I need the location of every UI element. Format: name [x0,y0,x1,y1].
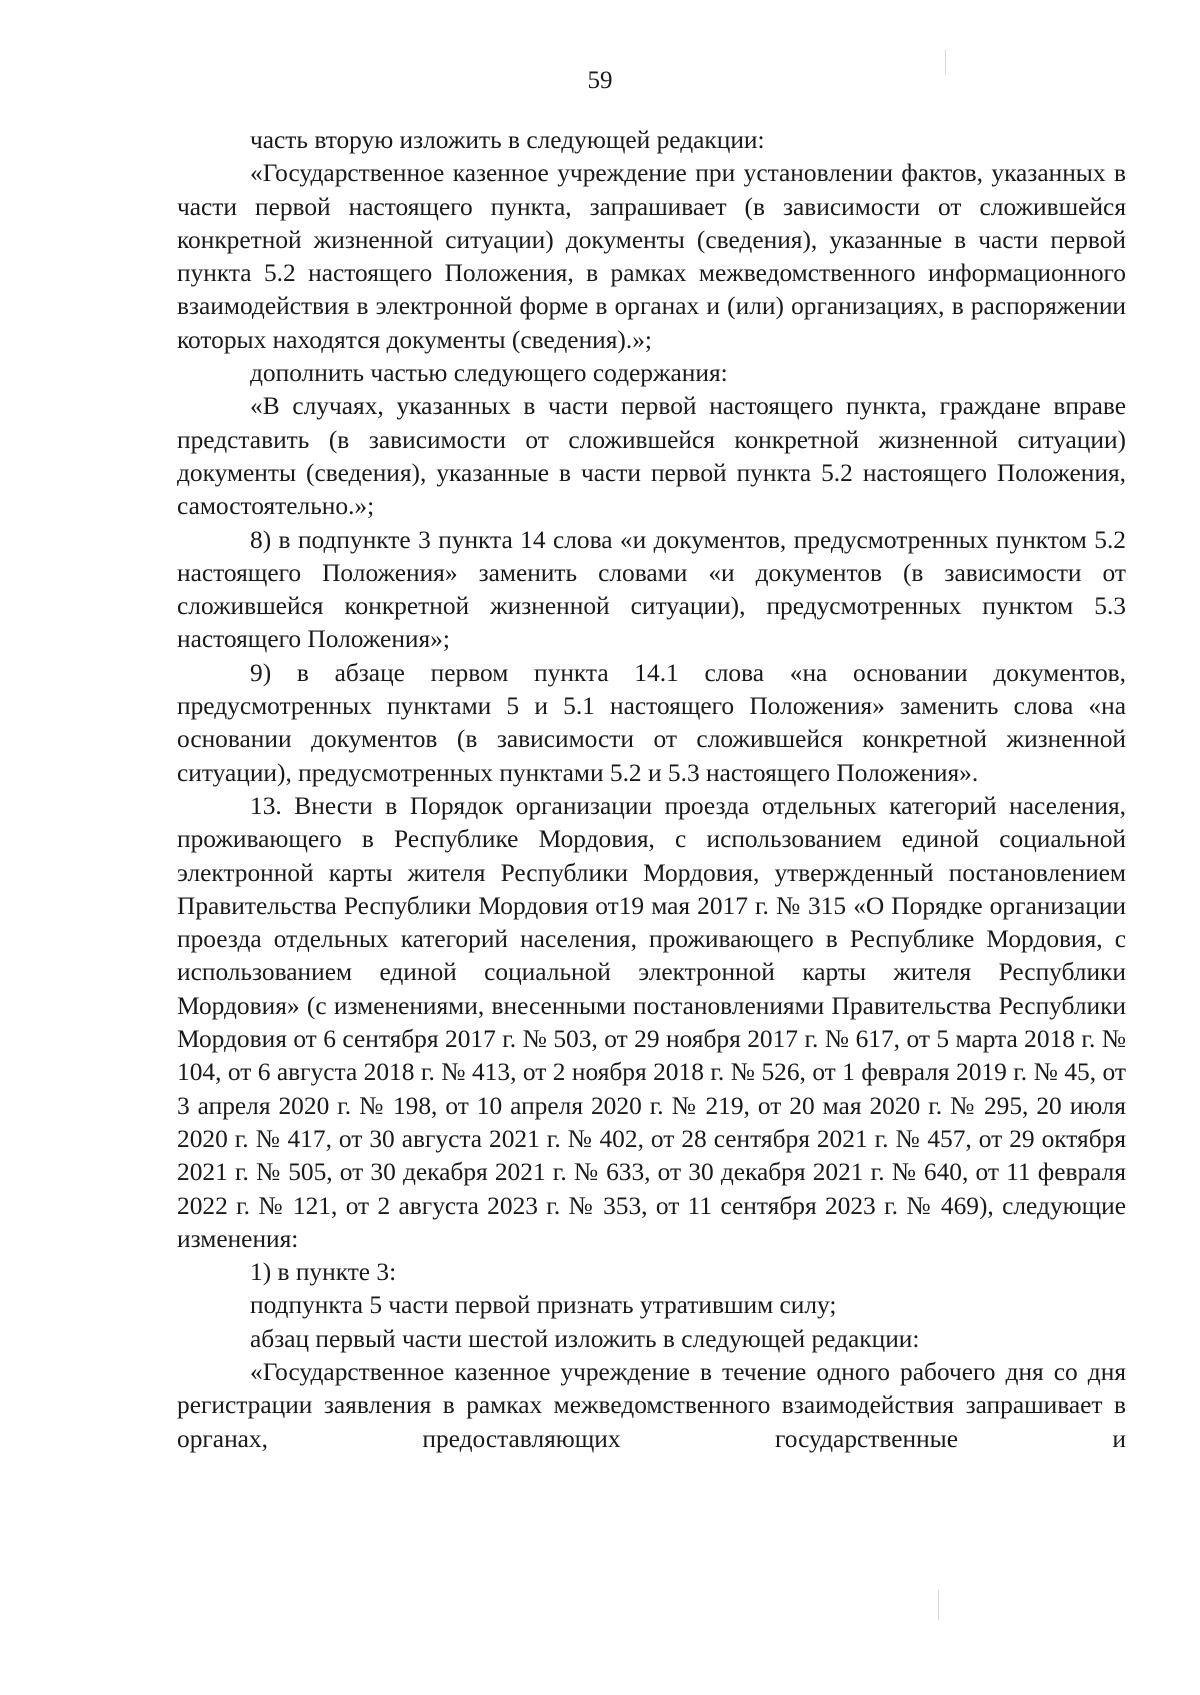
paragraph: 13. Внести в Порядок организации проезда отдельных категорий населения, проживающего в Республике Мордовия, с использованием единой социальной электронной карты жителя Республики Мордовия, утвержденный постановлением Правительства Республики Мордовия от19 мая 2017 г. № 315 «О Порядке организации проезда отдельных категорий населения, проживающего в Республике Мордовия, с использованием единой социальной электронной карты жителя Республики Мордовия» (с изменениями, внесенными постановлениями Правительства Республики Мордовия от 6 сентября 2017 г. № 503, от 29 ноября 2017 г. № 617, от 5 марта 2018 г. № 104, от 6 августа 2018 г. № 413, от 2 ноября 2018 г. № 526, от 1 февраля 2019 г. № 45, от 3 апреля 2020 г. № 198, от 10 апреля 2020 г. № 219, от 20 мая 2020 г. № 295, 20 июля 2020 г. № 417, от 30 августа 2021 г. № 402, от 28 сентября 2021 г. № 457, от 29 октября 2021 г. № 505, от 30 декабря 2021 г. № 633, от 30 декабря 2021 г. № 640, от 11 февраля 2022 г. № 121, от 2 августа 2023 г. № 353, от 11 сентября 2023 г. № 469), следующие изменения: [177,791,1126,1253]
paragraph: 9) в абзаце первом пункта 14.1 слова «на основании документов, предусмотренных пунктами 5 и 5.1 настоящего Положения» заменить слова «на основании документов (в зависимости от сложившейся конкретной жизненной ситуации), предусмотренных пунктами 5.2 и 5.3 настоящего Положения». [177,658,1126,787]
document-body [177,124,1126,1456]
scan-edge-mark [938,1590,939,1620]
paragraph: «Государственное казенное учреждение при установлении фактов, указанных в части первой настоящего пункта, запрашивает (в зависимости от сложившейся конкретной жизненной ситуации) документы (сведения), указанные в части первой пункта 5.2 настоящего Положения, в рамках межведомственного информационного взаимодействия в электронной форме в органах и (или) организациях, в распоряжении которых находятся документы (сведения).»; [177,159,1126,354]
scan-edge-mark [945,50,946,74]
paragraph: подпункта 5 части первой признать утратившим силу; [250,1291,837,1320]
paragraph: абзац первый части шестой изложить в следующей редакции: [250,1324,920,1353]
paragraph: «В случаях, указанных в части первой настоящего пункта, граждане вправе представить (в зависимости от сложившейся конкретной жизненной ситуации) документы (сведения), указанные в части первой пункта 5.2 настоящего Положения, самостоятельно.»; [177,392,1126,521]
paragraph: «Государственное казенное учреждение в течение одного рабочего дня со дня регистрации заявления в рамках межведомственного взаимодействия запрашивает в органах, предоставляющих государственные и [177,1357,1126,1453]
page-number: 59 [587,67,613,94]
paragraph: 8) в подпункте 3 пункта 14 слова «и документов, предусмотренных пунктом 5.2 настоящего Положения» заменить словами «и документов (в зависимости от сложившейся конкретной жизненной ситуации), предусмотренных пунктом 5.3 настоящего Положения»; [177,525,1126,654]
paragraph: 1) в пункте 3: [250,1258,397,1287]
paragraph: часть вторую изложить в следующей редакции: [250,126,765,154]
paragraph: дополнить частью следующего содержания: [250,359,728,388]
